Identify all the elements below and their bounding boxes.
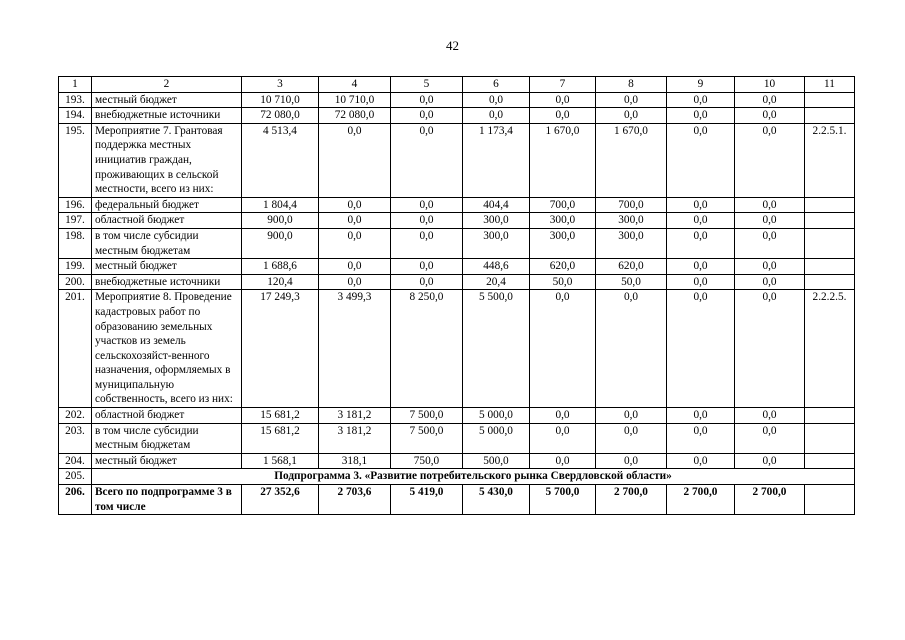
value-cell-4: 3 499,3 [319, 290, 391, 408]
table-row [59, 290, 855, 408]
value-cell-3: 72 080,0 [242, 108, 319, 124]
table-row [59, 274, 855, 290]
value-cell-9: 0,0 [667, 259, 735, 275]
value-cell-7: 300,0 [530, 228, 596, 258]
budget-table [58, 76, 855, 515]
section-row [59, 469, 855, 485]
item-name-cell: в том числе субсидии местным бюджетам [92, 423, 242, 453]
table-row [59, 92, 855, 108]
value-cell-5: 0,0 [391, 197, 463, 213]
table-header-row [59, 77, 855, 93]
header-cell: 3 [242, 77, 319, 93]
value-cell-9: 0,0 [667, 453, 735, 469]
value-cell-8: 1 670,0 [596, 123, 667, 197]
value-cell-9: 0,0 [667, 213, 735, 229]
table-row [59, 485, 855, 515]
value-cell-9: 0,0 [667, 92, 735, 108]
value-cell-5: 0,0 [391, 123, 463, 197]
value-cell-5: 750,0 [391, 453, 463, 469]
value-cell-9: 2 700,0 [667, 485, 735, 515]
table-row [59, 197, 855, 213]
value-cell-5: 8 250,0 [391, 290, 463, 408]
value-cell-9: 0,0 [667, 228, 735, 258]
value-cell-10: 0,0 [735, 228, 805, 258]
row-number-cell: 197. [59, 213, 92, 229]
value-cell-3: 120,4 [242, 274, 319, 290]
value-cell-8: 300,0 [596, 228, 667, 258]
value-cell-6: 500,0 [463, 453, 530, 469]
value-cell-3: 900,0 [242, 213, 319, 229]
item-name-cell: внебюджетные источники [92, 274, 242, 290]
value-cell-10: 0,0 [735, 408, 805, 424]
value-cell-4: 3 181,2 [319, 423, 391, 453]
value-cell-6: 1 173,4 [463, 123, 530, 197]
value-cell-8: 0,0 [596, 408, 667, 424]
item-name-cell: в том числе субсидии местным бюджетам [92, 228, 242, 258]
value-cell-8: 50,0 [596, 274, 667, 290]
value-cell-6: 300,0 [463, 228, 530, 258]
value-cell-4: 2 703,6 [319, 485, 391, 515]
item-name-cell: местный бюджет [92, 259, 242, 275]
row-number-cell: 203. [59, 423, 92, 453]
value-cell-4: 0,0 [319, 274, 391, 290]
table-row [59, 259, 855, 275]
item-name-cell: внебюджетные источники [92, 108, 242, 124]
header-cell: 5 [391, 77, 463, 93]
table-row [59, 453, 855, 469]
value-cell-4: 72 080,0 [319, 108, 391, 124]
value-cell-10: 0,0 [735, 423, 805, 453]
value-cell-11 [805, 408, 855, 424]
value-cell-10: 2 700,0 [735, 485, 805, 515]
value-cell-4: 3 181,2 [319, 408, 391, 424]
value-cell-9: 0,0 [667, 423, 735, 453]
row-number-cell: 205. [59, 469, 92, 485]
value-cell-4: 318,1 [319, 453, 391, 469]
header-cell: 11 [805, 77, 855, 93]
value-cell-9: 0,0 [667, 123, 735, 197]
row-number-cell: 198. [59, 228, 92, 258]
item-name-cell: Всего по подпрограмме 3 в том числе [92, 485, 242, 515]
value-cell-6: 300,0 [463, 213, 530, 229]
value-cell-4: 0,0 [319, 259, 391, 275]
value-cell-3: 15 681,2 [242, 408, 319, 424]
row-number-cell: 206. [59, 485, 92, 515]
item-name-cell: местный бюджет [92, 92, 242, 108]
value-cell-4: 0,0 [319, 123, 391, 197]
table-row [59, 108, 855, 124]
value-cell-10: 0,0 [735, 108, 805, 124]
row-number-cell: 202. [59, 408, 92, 424]
value-cell-6: 5 430,0 [463, 485, 530, 515]
value-cell-7: 620,0 [530, 259, 596, 275]
page-number: 42 [446, 38, 459, 53]
value-cell-3: 4 513,4 [242, 123, 319, 197]
value-cell-8: 0,0 [596, 423, 667, 453]
row-number-cell: 204. [59, 453, 92, 469]
value-cell-11 [805, 228, 855, 258]
value-cell-7: 700,0 [530, 197, 596, 213]
value-cell-10: 0,0 [735, 197, 805, 213]
value-cell-7: 0,0 [530, 423, 596, 453]
value-cell-8: 0,0 [596, 108, 667, 124]
value-cell-10: 0,0 [735, 290, 805, 408]
value-cell-3: 900,0 [242, 228, 319, 258]
row-number-cell: 195. [59, 123, 92, 197]
value-cell-11: 2.2.2.5. [805, 290, 855, 408]
row-number-cell: 196. [59, 197, 92, 213]
value-cell-5: 7 500,0 [391, 408, 463, 424]
value-cell-3: 10 710,0 [242, 92, 319, 108]
value-cell-11 [805, 213, 855, 229]
value-cell-3: 1 568,1 [242, 453, 319, 469]
value-cell-5: 5 419,0 [391, 485, 463, 515]
value-cell-8: 0,0 [596, 92, 667, 108]
value-cell-9: 0,0 [667, 197, 735, 213]
value-cell-11 [805, 274, 855, 290]
header-cell: 4 [319, 77, 391, 93]
value-cell-6: 5 500,0 [463, 290, 530, 408]
value-cell-7: 5 700,0 [530, 485, 596, 515]
row-number-cell: 199. [59, 259, 92, 275]
item-name-cell: местный бюджет [92, 453, 242, 469]
value-cell-3: 17 249,3 [242, 290, 319, 408]
row-number-cell: 193. [59, 92, 92, 108]
row-number-cell: 194. [59, 108, 92, 124]
row-number-cell: 201. [59, 290, 92, 408]
value-cell-6: 5 000,0 [463, 408, 530, 424]
value-cell-8: 700,0 [596, 197, 667, 213]
value-cell-8: 0,0 [596, 290, 667, 408]
table-row [59, 228, 855, 258]
value-cell-9: 0,0 [667, 274, 735, 290]
table-row [59, 213, 855, 229]
value-cell-6: 0,0 [463, 108, 530, 124]
item-name-cell: областной бюджет [92, 408, 242, 424]
value-cell-6: 5 000,0 [463, 423, 530, 453]
value-cell-6: 404,4 [463, 197, 530, 213]
value-cell-10: 0,0 [735, 92, 805, 108]
value-cell-3: 27 352,6 [242, 485, 319, 515]
value-cell-7: 0,0 [530, 290, 596, 408]
value-cell-7: 300,0 [530, 213, 596, 229]
table-row [59, 423, 855, 453]
value-cell-3: 15 681,2 [242, 423, 319, 453]
row-number-cell: 200. [59, 274, 92, 290]
value-cell-4: 10 710,0 [319, 92, 391, 108]
value-cell-5: 0,0 [391, 259, 463, 275]
value-cell-4: 0,0 [319, 213, 391, 229]
table-row [59, 123, 855, 197]
value-cell-7: 0,0 [530, 408, 596, 424]
value-cell-6: 20,4 [463, 274, 530, 290]
value-cell-10: 0,0 [735, 259, 805, 275]
value-cell-5: 0,0 [391, 92, 463, 108]
value-cell-7: 50,0 [530, 274, 596, 290]
value-cell-11 [805, 485, 855, 515]
value-cell-3: 1 688,6 [242, 259, 319, 275]
item-name-cell: областной бюджет [92, 213, 242, 229]
value-cell-11 [805, 108, 855, 124]
value-cell-8: 2 700,0 [596, 485, 667, 515]
value-cell-5: 0,0 [391, 274, 463, 290]
header-cell: 1 [59, 77, 92, 93]
value-cell-5: 0,0 [391, 108, 463, 124]
item-name-cell: федеральный бюджет [92, 197, 242, 213]
value-cell-8: 0,0 [596, 453, 667, 469]
value-cell-11 [805, 423, 855, 453]
value-cell-9: 0,0 [667, 108, 735, 124]
value-cell-10: 0,0 [735, 453, 805, 469]
value-cell-4: 0,0 [319, 197, 391, 213]
value-cell-10: 0,0 [735, 213, 805, 229]
value-cell-7: 0,0 [530, 92, 596, 108]
value-cell-9: 0,0 [667, 408, 735, 424]
value-cell-8: 620,0 [596, 259, 667, 275]
value-cell-3: 1 804,4 [242, 197, 319, 213]
value-cell-11 [805, 453, 855, 469]
value-cell-7: 1 670,0 [530, 123, 596, 197]
value-cell-11 [805, 197, 855, 213]
value-cell-5: 0,0 [391, 213, 463, 229]
value-cell-9: 0,0 [667, 290, 735, 408]
header-cell: 7 [530, 77, 596, 93]
value-cell-7: 0,0 [530, 108, 596, 124]
value-cell-7: 0,0 [530, 453, 596, 469]
item-name-cell: Мероприятие 7. Грантовая поддержка местных инициатив граждан, проживающих в сельской местности, всего из них: [92, 123, 242, 197]
value-cell-11: 2.2.5.1. [805, 123, 855, 197]
table-row [59, 408, 855, 424]
header-cell: 8 [596, 77, 667, 93]
value-cell-6: 448,6 [463, 259, 530, 275]
section-title-cell: Подпрограмма 3. «Развитие потребительского рынка Свердловской области» [92, 469, 855, 485]
value-cell-4: 0,0 [319, 228, 391, 258]
header-cell: 9 [667, 77, 735, 93]
header-cell: 2 [92, 77, 242, 93]
value-cell-10: 0,0 [735, 123, 805, 197]
header-cell: 6 [463, 77, 530, 93]
value-cell-10: 0,0 [735, 274, 805, 290]
value-cell-11 [805, 92, 855, 108]
value-cell-5: 0,0 [391, 228, 463, 258]
value-cell-6: 0,0 [463, 92, 530, 108]
value-cell-5: 7 500,0 [391, 423, 463, 453]
value-cell-11 [805, 259, 855, 275]
header-cell: 10 [735, 77, 805, 93]
value-cell-8: 300,0 [596, 213, 667, 229]
item-name-cell: Мероприятие 8. Проведение кадастровых работ по образованию земельных участков из земель сельскохозяйст-венного назначения, оформляемых в муниципальную собственность, всего из них: [92, 290, 242, 408]
